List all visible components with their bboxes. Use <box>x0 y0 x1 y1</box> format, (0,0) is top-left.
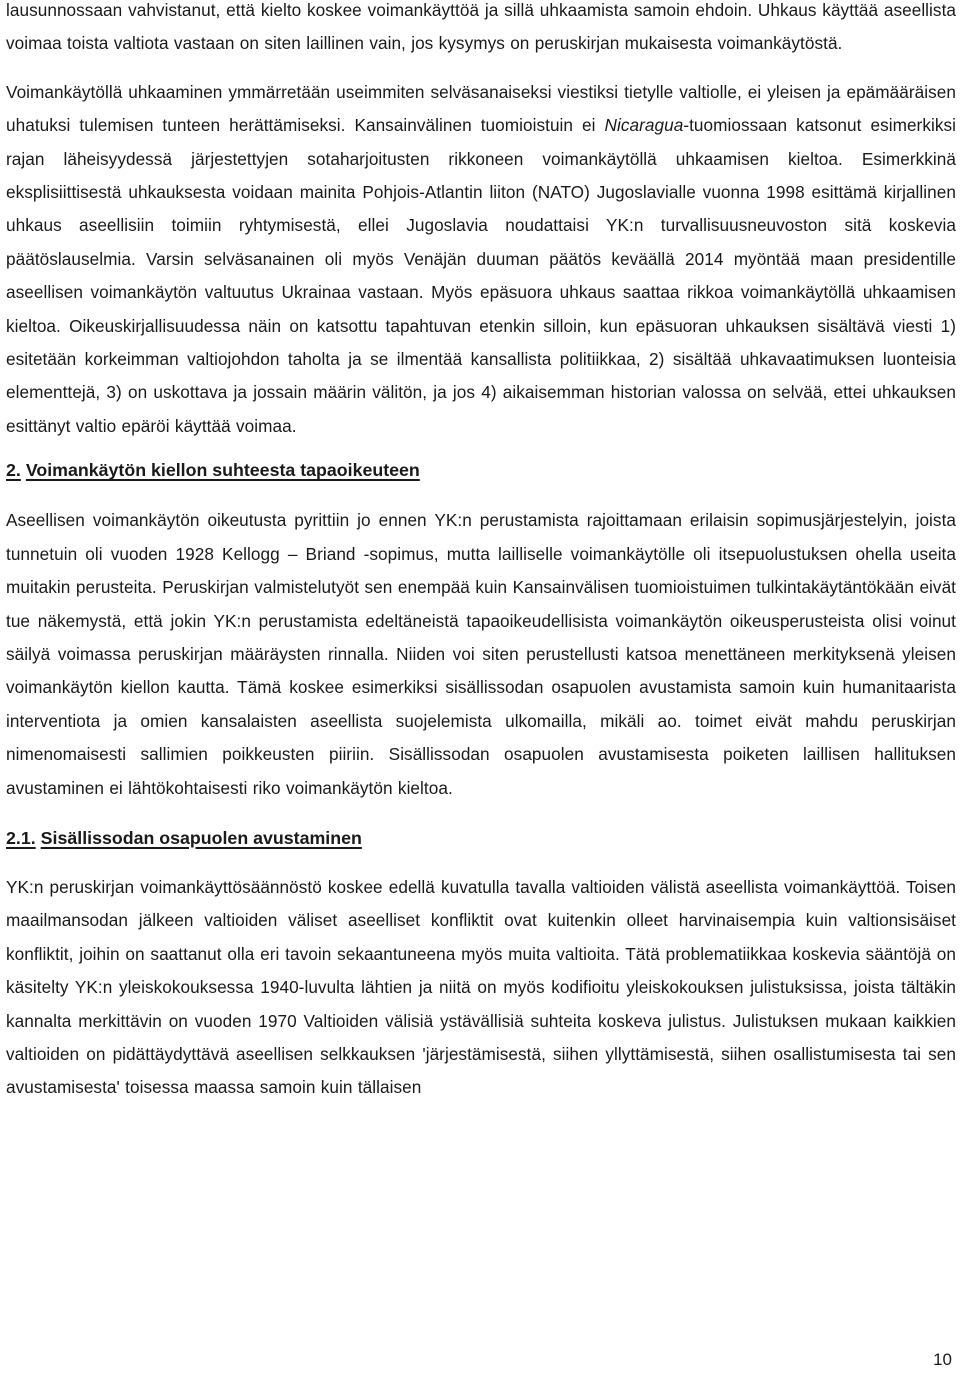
paragraph-text-a: Voimankäytöllä uhkaaminen ymmärretään useimmiten selväsanaiseksi viestiksi tietylle valtiolle, ei yleisen ja epämääräisen uhatuksi tulemisen tunteen herättämiseksi. Kansainvälinen tuomioistuin ei <box>6 81 956 136</box>
paragraph-continued: lausunnossaan vahvistanut, että kielto koskee voimankäyttöä ja sillä uhkaamista samoin ehdoin. Uhkaus käyttää aseellista voimaa toista valtiota vastaan on siten laillinen vain, jos kysymys on peruskirjan mukaisesta voimankäytöstä. <box>6 0 956 54</box>
case-name-italic: Nicaragua <box>604 115 684 136</box>
section-heading-2 <box>6 454 956 487</box>
page-number: 10 <box>933 1350 952 1369</box>
paragraph-customary-law: Aseellisen voimankäytön oikeutusta pyrittiin jo ennen YK:n perustamista rajoittamaan erilaisin sopimusjärjestelyin, joista tunnetuin oli vuoden 1928 Kellogg – Briand -sopimus, mutta lailliselle voimankäytölle oli itsepuolustuksen ohella useita muitakin perusteita. Peruskirjan valmistelutyöt sen enempää kuin Kansainvälisen tuomioistuimen tulkintakäytäntökään eivät tue näkemystä, että jokin YK:n perustamista edeltäneistä tapaoikeudellisista voimankäytön oikeusperusteista olisi voinut säilyä voimassa peruskirjan määräysten rinnalla. Niiden voi siten perustellusti katsoa menettäneen merkityksenä yleisen voimankäytön kiellon kautta. Tämä koskee esimerkiksi sisällissodan osapuolen avustamista samoin kuin humanitaarista interventiota ja omien kansalaisten aseellista suojelemista ulkomailla, mikäli ao. toimet eivät mahdu peruskirjan nimenomaisesti sallimien poikkeusten piiriin. Sisällissodan osapuolen avustamisesta poiketen laillisen hallituksen avustaminen ei lähtökohtaisesti riko voimankäytön kieltoa. <box>6 510 956 798</box>
paragraph-threat-of-force <box>6 76 956 443</box>
subsection-number: 2.1. <box>6 827 36 848</box>
subsection-title: Sisällissodan osapuolen avustaminen <box>40 827 362 848</box>
section-heading-2-1 <box>6 822 956 855</box>
document-body <box>6 0 956 1105</box>
paragraph-text-b: -tuomiossaan katsonut esimerkiksi rajan läheisyydessä järjestettyjen sotaharjoitusten rikkoneen voimankäytöllä uhkaamisen kieltoa. Esimerkkinä eksplisiittisestä uhkauksesta voidaan mainita Pohjois-Atlantin liiton (NATO) Jugoslavialle vuonna 1998 esittämä kirjallinen uhkaus aseellisiin toimiin ryhtymisestä, ellei Jugoslavia noudattaisi YK:n turvallisuusneuvoston sitä koskevia päätöslauselmia. Varsin selväsanainen oli myös Venäjän duuman päätös keväällä 2014 myöntää maan presidentille aseellisen voimankäytön valtuutus Ukrainaa vastaan. Myös epäsuora uhkaus saattaa rikkoa voimankäytöllä uhkaamisen kieltoa. Oikeuskirjallisuudessa näin on katsottu tapahtuvan etenkin silloin, kun epäsuoran uhkauksen sisältävä viesti 1) esitetään korkeimman valtiojohdon taholta ja se ilmentää kansallista politiikkaa, 2) sisältää uhkavaatimuksen luonteisia elementtejä, 3) on uskottava ja jossain määrin välitön, ja jos 4) aikaisemman historian valossa on selvää, ettei uhkauksen esittänyt valtio epäröi käyttää voimaa. <box>6 115 956 436</box>
section-number: 2. <box>6 460 21 481</box>
section-title: Voimankäytön kiellon suhteesta tapaoikeuteen <box>25 460 420 481</box>
paragraph-civil-war-assistance: YK:n peruskirjan voimankäyttösäännöstö koskee edellä kuvatulla tavalla valtioiden välistä aseellista voimankäyttöä. Toisen maailmansodan jälkeen valtioiden väliset aseelliset konfliktit ovat kuitenkin olleet harvinaisempia kuin valtionsisäiset konfliktit, joihin on saattanut olla eri tavoin sekaantuneena myös muita valtioita. Tätä problematiikkaa koskevia sääntöjä on käsitelty YK:n yleiskokouksessa 1940-luvulta lähtien ja niitä on myös kodifioitu yleiskokouksen julistuksissa, joista tältäkin kannalta merkittävin on vuoden 1970 Valtioiden välisiä ystävällisiä suhteita koskeva julistus. Julistuksen mukaan kaikkien valtioiden on pidättäydyttävä aseellisen selkkauksen 'järjestämisestä, siihen yllyttämisestä, siihen osallistumisesta tai sen avustamisesta' toisessa maassa samoin kuin tällaisen <box>6 876 956 1098</box>
